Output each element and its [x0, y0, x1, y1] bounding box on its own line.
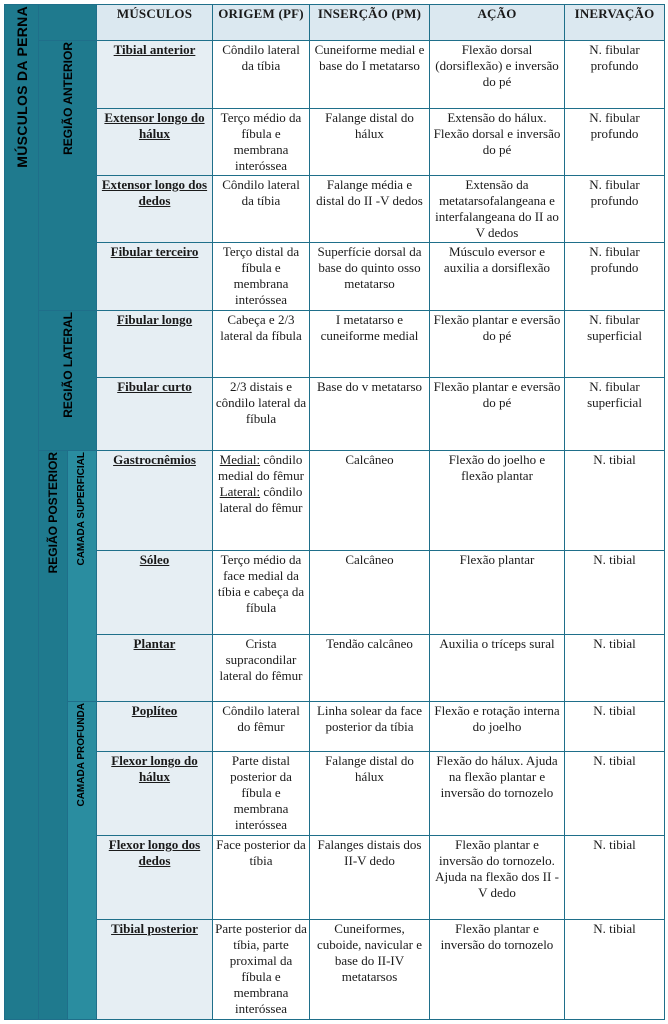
insercao-cell: Calcâneo — [310, 551, 430, 635]
region-posterior-cell — [39, 451, 68, 1020]
origem-cell — [213, 451, 310, 551]
insercao-cell: Falange distal do hálux — [310, 109, 430, 176]
acao-cell: Extensão da metatarsofalangeana e interfalangeana do II ao V dedos — [430, 176, 565, 243]
origem-lateral: côndilo lateral do fêmur — [219, 484, 303, 515]
layer-profunda-label: CAMADA PROFUNDA — [76, 703, 87, 807]
origem-cell: Face posterior da tíbia — [213, 836, 310, 920]
table-row — [5, 176, 665, 243]
origem-cell: Côndilo lateral do fêmur — [213, 702, 310, 752]
insercao-cell: Falange distal do hálux — [310, 752, 430, 836]
inervacao-cell: N. tibial — [565, 635, 665, 702]
table-row — [5, 920, 665, 1020]
table-row — [5, 752, 665, 836]
origem-lateral-label: Lateral: — [219, 484, 261, 499]
inervacao-cell: N. tibial — [565, 551, 665, 635]
inervacao-cell: N. tibial — [565, 920, 665, 1020]
inervacao-cell: N. fibular superficial — [565, 311, 665, 378]
header-acao: AÇÃO — [430, 5, 565, 41]
origem-medial: côndilo medial do fêmur — [218, 452, 304, 483]
header-origem: ORIGEM (PF) — [213, 5, 310, 41]
muscle-name: Fibular curto — [97, 378, 213, 451]
region-anterior-cell — [39, 41, 97, 311]
muscle-name: Gastrocnêmios — [97, 451, 213, 551]
inervacao-cell: N. tibial — [565, 451, 665, 551]
origem-cell: Côndilo lateral da tíbia — [213, 41, 310, 109]
acao-cell: Flexão plantar e eversão do pé — [430, 378, 565, 451]
main-label: MÚSCULOS DA PERNA — [13, 6, 30, 168]
table-row — [5, 635, 665, 702]
acao-cell: Flexão plantar — [430, 551, 565, 635]
muscle-name: Tibial posterior — [97, 920, 213, 1020]
acao-cell: Flexão plantar e inversão do tornozelo. Ajuda na flexão dos II - V dedo — [430, 836, 565, 920]
origem-cell: Terço médio da face medial da tíbia e cabeça da fíbula — [213, 551, 310, 635]
inervacao-cell: N. fibular profundo — [565, 109, 665, 176]
main-label-cell — [5, 5, 39, 1020]
insercao-cell: Cuneiforme medial e base do I metatarso — [310, 41, 430, 109]
inervacao-cell: N. tibial — [565, 752, 665, 836]
table-row — [5, 551, 665, 635]
acao-cell: Auxilia o tríceps sural — [430, 635, 565, 702]
muscle-name: Plantar — [97, 635, 213, 702]
origem-cell: Côndilo lateral da tíbia — [213, 176, 310, 243]
table-row — [5, 311, 665, 378]
header-insercao: INSERÇÃO (PM) — [310, 5, 430, 41]
header-inervacao: INERVAÇÃO — [565, 5, 665, 41]
region-posterior-label: REGIÃO POSTERIOR — [46, 452, 60, 574]
muscle-name: Fibular longo — [97, 311, 213, 378]
origem-cell: Terço médio da fíbula e membrana interóssea — [213, 109, 310, 176]
layer-superficial-label: CAMADA SUPERFICIAL — [76, 452, 87, 566]
insercao-cell: I metatarso e cuneiforme medial — [310, 311, 430, 378]
table-row — [5, 109, 665, 176]
region-lateral-cell — [39, 311, 97, 451]
layer-profunda-cell — [68, 702, 97, 1020]
insercao-cell: Cuneiformes, cuboide, navicular e base do II-IV metatarsos — [310, 920, 430, 1020]
acao-cell: Músculo eversor e auxilia a dorsiflexão — [430, 243, 565, 311]
muscle-name: Flexor longo do hálux — [97, 752, 213, 836]
muscle-name: Fibular terceiro — [97, 243, 213, 311]
insercao-cell: Tendão calcâneo — [310, 635, 430, 702]
origem-cell: Cabeça e 2/3 lateral da fíbula — [213, 311, 310, 378]
muscle-name: Sóleo — [97, 551, 213, 635]
insercao-cell: Base do v metatarso — [310, 378, 430, 451]
origem-cell: Terço distal da fíbula e membrana interóssea — [213, 243, 310, 311]
insercao-cell: Linha solear da face posterior da tíbia — [310, 702, 430, 752]
insercao-cell: Superfície dorsal da base do quinto osso metatarso — [310, 243, 430, 311]
muscle-name: Tibial anterior — [97, 41, 213, 109]
acao-cell: Flexão do joelho e flexão plantar — [430, 451, 565, 551]
layer-superficial-cell — [68, 451, 97, 702]
corner-cell — [39, 5, 97, 41]
acao-cell: Flexão plantar e eversão do pé — [430, 311, 565, 378]
muscle-table-frame — [4, 4, 664, 1022]
inervacao-cell: N. fibular profundo — [565, 243, 665, 311]
muscle-name: Poplíteo — [97, 702, 213, 752]
muscle-name: Flexor longo dos dedos — [97, 836, 213, 920]
acao-cell: Extensão do hálux. Flexão dorsal e inversão do pé — [430, 109, 565, 176]
origem-cell: Parte posterior da tíbia, parte proximal da fíbula e membrana interóssea — [213, 920, 310, 1020]
table-row — [5, 702, 665, 752]
inervacao-cell: N. tibial — [565, 702, 665, 752]
acao-cell: Flexão dorsal (dorsiflexão) e inversão do pé — [430, 41, 565, 109]
origem-cell: 2/3 distais e côndilo lateral da fíbula — [213, 378, 310, 451]
region-anterior-label: REGIÃO ANTERIOR — [60, 42, 75, 155]
inervacao-cell: N. fibular profundo — [565, 176, 665, 243]
acao-cell: Flexão plantar e inversão do tornozelo — [430, 920, 565, 1020]
origem-cell: Crista supracondilar lateral do fêmur — [213, 635, 310, 702]
table-row — [5, 836, 665, 920]
muscle-name: Extensor longo do hálux — [97, 109, 213, 176]
header-musculos: MÚSCULOS — [97, 5, 213, 41]
inervacao-cell: N. fibular superficial — [565, 378, 665, 451]
region-lateral-label: REGIÃO LATERAL — [60, 312, 75, 418]
insercao-cell: Falange média e distal do II -V dedos — [310, 176, 430, 243]
table-row — [5, 378, 665, 451]
muscle-name: Extensor longo dos dedos — [97, 176, 213, 243]
origem-medial-label: Medial: — [219, 452, 261, 467]
table-row — [5, 41, 665, 109]
muscle-table — [4, 4, 665, 1020]
table-row — [5, 243, 665, 311]
table-row — [5, 451, 665, 551]
inervacao-cell: N. tibial — [565, 836, 665, 920]
insercao-cell: Falanges distais dos II-V dedo — [310, 836, 430, 920]
acao-cell: Flexão e rotação interna do joelho — [430, 702, 565, 752]
insercao-cell: Calcâneo — [310, 451, 430, 551]
origem-cell: Parte distal posterior da fíbula e membrana interóssea — [213, 752, 310, 836]
inervacao-cell: N. fibular profundo — [565, 41, 665, 109]
acao-cell: Flexão do hálux. Ajuda na flexão plantar e inversão do tornozelo — [430, 752, 565, 836]
